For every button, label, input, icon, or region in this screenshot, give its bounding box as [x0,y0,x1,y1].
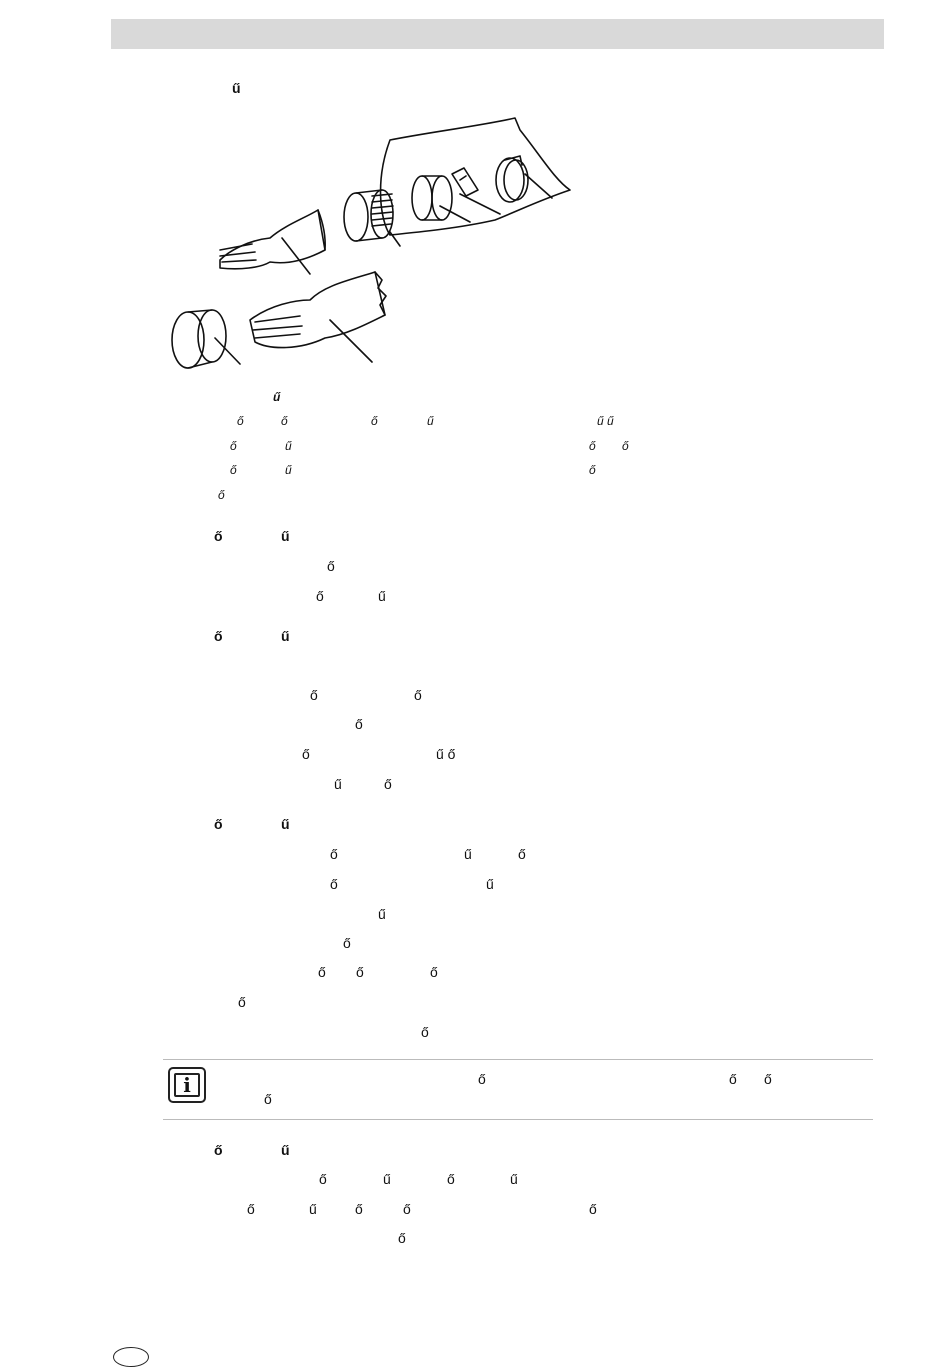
caption-char: ű [427,414,434,428]
body-char: ű [383,1171,391,1187]
note-char: ő [764,1071,772,1087]
body-char: ű [378,906,386,922]
body-char: ő [447,1171,455,1187]
body-char: ő [318,964,326,980]
body-char: ű [309,1201,317,1217]
body-char: ő [319,1171,327,1187]
section-heading-char: ű [281,1142,290,1158]
body-char: ő [330,876,338,892]
body-char: ő [398,1230,406,1246]
body-char: ő [238,994,246,1010]
body-char: ő [403,1201,411,1217]
body-char: ű ő [436,746,456,762]
body-char: ő [384,776,392,792]
info-icon-glyph: i [174,1073,200,1097]
section-heading-char: ű [281,816,290,832]
body-char: ő [589,1201,597,1217]
section-heading-char: ő [214,528,223,544]
caption-char: ő [230,439,237,453]
body-char: ő [421,1024,429,1040]
note-char: ő [478,1071,486,1087]
section-heading-char: ű [281,628,290,644]
body-char: ő [356,964,364,980]
section-heading-char: ő [214,1142,223,1158]
section-heading-char: ű [281,528,290,544]
body-char: ő [355,1201,363,1217]
caption-char: ő [589,439,596,453]
body-char: ű [378,588,386,604]
caption-char: ő [218,488,225,502]
body-char: ő [310,687,318,703]
section-heading-char: ő [214,628,223,644]
header-bar [111,19,884,49]
body-char: ő [355,716,363,732]
figure-caption-heading: ű [273,390,281,404]
body-char: ő [430,964,438,980]
caption-char: ő [230,463,237,477]
body-char: ő [316,588,324,604]
body-char: ű [510,1171,518,1187]
caption-char: ő [622,439,629,453]
caption-char: ő [371,414,378,428]
info-icon [168,1067,206,1103]
body-char: ő [330,846,338,862]
note-bottom-rule [163,1119,873,1120]
country-badge-oval-icon [113,1347,149,1367]
body-char: ű [334,776,342,792]
body-char: ő [327,558,335,574]
body-char: ő [247,1201,255,1217]
note-char: ő [729,1071,737,1087]
note-char: ő [264,1091,272,1107]
note-top-rule [163,1059,873,1060]
body-char: ő [414,687,422,703]
section-heading-char: ő [214,816,223,832]
caption-char: ű [285,463,292,477]
section-title: ű [232,80,241,96]
body-char: ű [464,846,472,862]
body-char: ő [302,746,310,762]
body-char: ő [518,846,526,862]
body-char: ő [343,935,351,951]
caption-char: ű ű [597,414,614,428]
caption-char: ő [589,463,596,477]
caption-char: ű [285,439,292,453]
caption-char: ő [237,414,244,428]
glove-assembly-illustration [160,110,580,380]
body-char: ű [486,876,494,892]
caption-char: ő [281,414,288,428]
